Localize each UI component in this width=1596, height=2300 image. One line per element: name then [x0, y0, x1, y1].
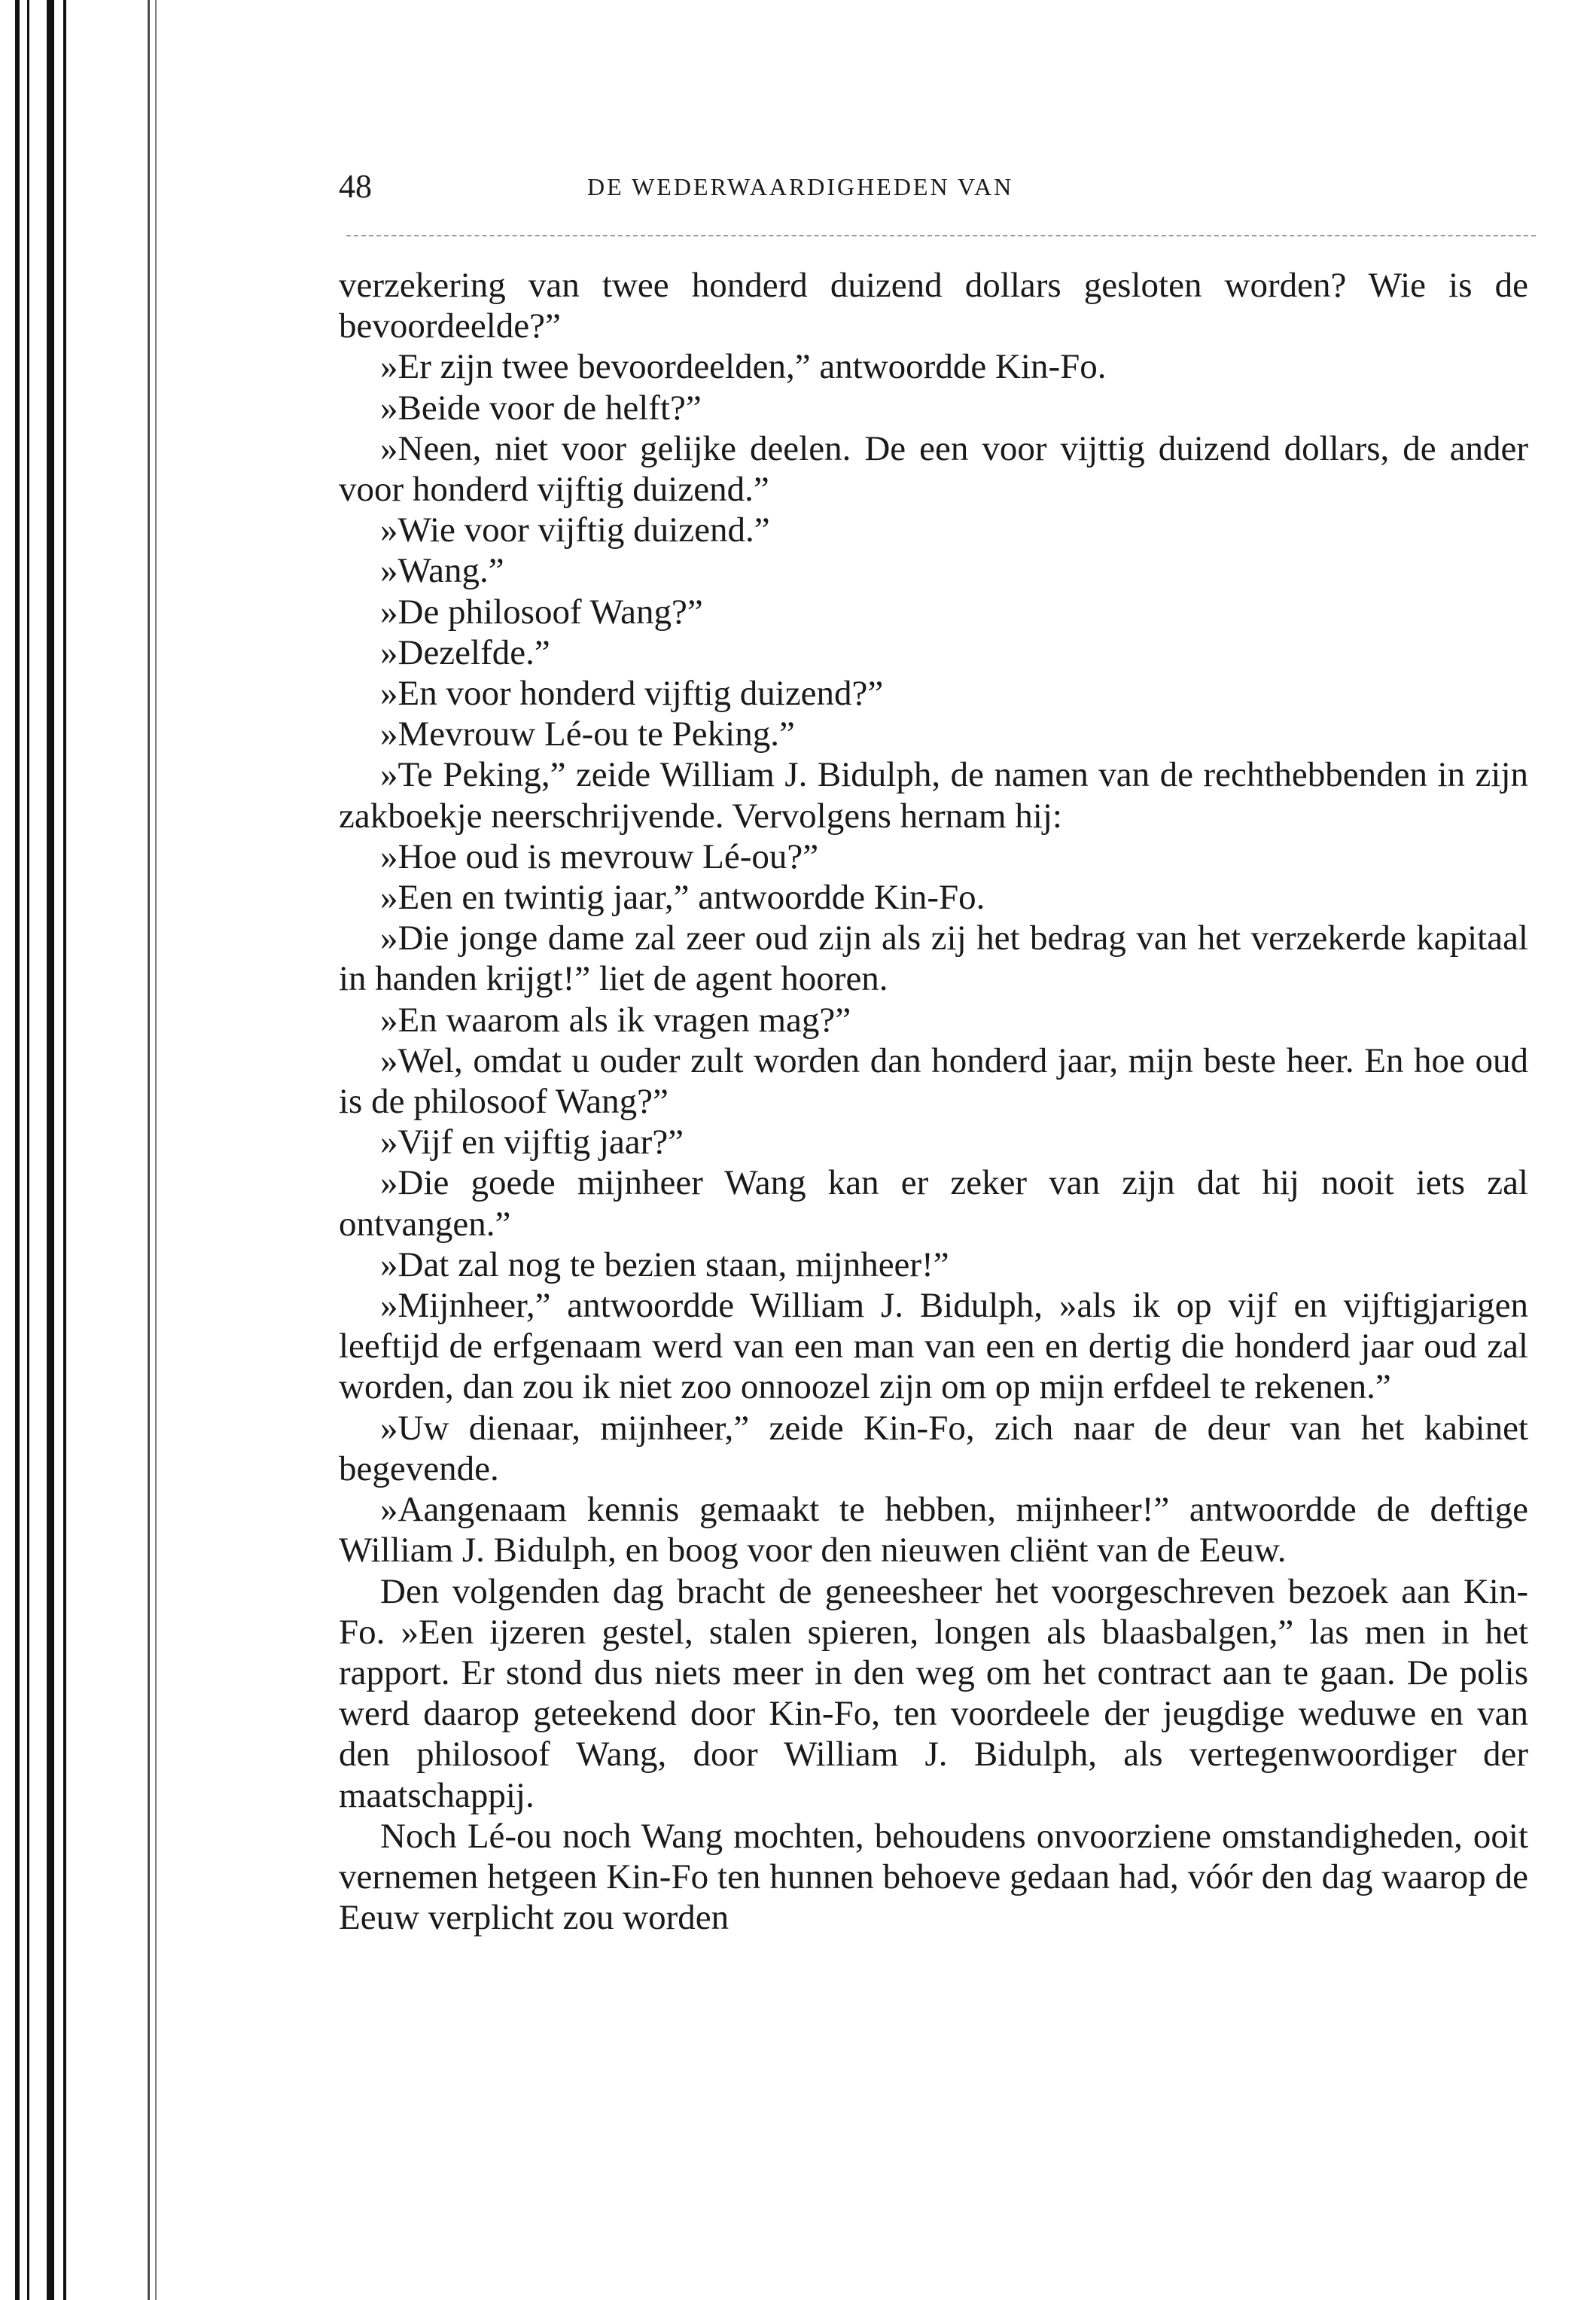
paragraph: Den volgenden dag bracht de geneesheer het voorgeschreven bezoek aan Kin-Fo. »Een ijzeren gestel, stalen spieren, longen als blaasbalgen,” las men in het rapport. Er stond dus niets meer in den weg om het contract aan te gaan. De polis werd daarop geteekend door Kin-Fo, ten voordeele der jeugdige weduwe en van den philosoof Wang, door William J. Bidulph, als vertegenwoordiger der maatschappij.: [339, 1571, 1528, 1815]
paragraph: »Vijf en vijftig jaar?”: [380, 1123, 684, 1162]
paragraph: »Aangenaam kennis gemaakt te hebben, mijnheer!” antwoordde de deftige William J. Bidulph, en boog voor den nieuwen cliënt van de Eeuw.: [339, 1490, 1528, 1570]
running-title: DE WEDERWAARDIGHEDEN VAN: [587, 173, 1014, 200]
paragraph: »En waarom als ik vragen mag?”: [380, 1000, 851, 1040]
binding-shadow: [63, 0, 66, 2300]
paragraph: »Een en twintig jaar,” antwoordde Kin-Fo.: [380, 878, 985, 918]
binding-shadow: [15, 0, 20, 2300]
binding-shadow: [47, 0, 54, 2300]
paragraph: »Wel, omdat u ouder zult worden dan honderd jaar, mijn beste heer. En hoe oud is de philosoof Wang?”: [339, 1040, 1528, 1122]
header-rule: [346, 235, 1536, 236]
paragraph: »Te Peking,” zeide William J. Bidulph, de namen van de rechthebbenden in zijn zakboekje neerschrijvende. Vervolgens hernam hij:: [339, 755, 1528, 836]
binding-shadow: [155, 0, 157, 2300]
paragraph: »Dat zal nog te bezien staan, mijnheer!”: [380, 1244, 949, 1284]
paragraph: »De philosoof Wang?”: [380, 592, 703, 632]
binding-shadow: [148, 0, 150, 2300]
paragraph: »Wie voor vijftig duizend.”: [380, 510, 770, 550]
paragraph: verzekering van twee honderd duizend dollars gesloten worden? Wie is de bevoordeelde?”: [339, 266, 1528, 346]
paragraph: »Wang.”: [380, 551, 504, 591]
paragraph: Noch Lé-ou noch Wang mochten, behoudens onvoorziene omstandigheden, ooit vernemen hetgeen Kin-Fo ten hunnen behoeve gedaan had, vóór den dag waarop de Eeuw verplicht zou worden: [339, 1816, 1528, 1938]
paragraph: »Beide voor de helft?”: [380, 388, 702, 428]
paragraph: »Die jonge dame zal zeer oud zijn als zij het bedrag van het verzekerde kapitaal in handen krijgt!” liet de agent hooren.: [339, 918, 1528, 999]
paragraph: »Er zijn twee bevoordeelden,” antwoordde Kin-Fo.: [380, 347, 1107, 387]
body-text: [339, 265, 1528, 1938]
binding-shadow: [27, 0, 29, 2300]
paragraph: »Die goede mijnheer Wang kan er zeker van zijn dat hij nooit iets zal ontvangen.”: [339, 1163, 1528, 1244]
paragraph: »Mevrouw Lé-ou te Peking.”: [380, 714, 795, 754]
paragraph: »Mijnheer,” antwoordde William J. Bidulph, »als ik op vijf en vijftigjarigen leeftijd de erfgenaam werd van een man van een en dertig die honderd jaar oud zal worden, dan zou ik niet zoo onnoozel zijn om op mijn erfdeel te rekenen.”: [339, 1286, 1528, 1407]
paragraph: »Neen, niet voor gelijke deelen. De een voor vijttig duizend dollars, de ander voor honderd vijftig duizend.”: [339, 428, 1528, 510]
book-page: [339, 0, 1543, 2300]
paragraph: »Dezelfde.”: [380, 632, 550, 672]
paragraph: »Hoe oud is mevrouw Lé-ou?”: [380, 836, 819, 876]
running-head: [339, 167, 1543, 212]
page-number: 48: [339, 168, 372, 205]
paragraph: »Uw dienaar, mijnheer,” zeide Kin-Fo, zich naar de deur van het kabinet begevende.: [339, 1408, 1528, 1488]
paragraph: »En voor honderd vijftig duizend?”: [380, 674, 884, 714]
